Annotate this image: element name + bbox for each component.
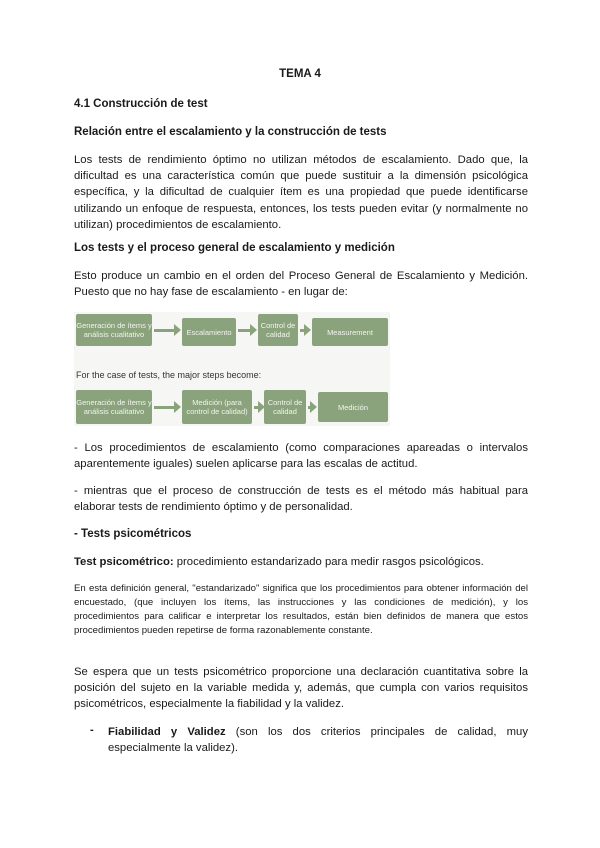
arrow-right-icon: [174, 324, 181, 336]
arrow-right-icon: [174, 401, 181, 413]
arrow-right-icon: [310, 401, 317, 413]
arrow-line: [154, 329, 176, 332]
process-diagram: [74, 312, 390, 426]
diagram-caption: For the case of tests, the major steps become:: [76, 370, 262, 380]
diagram-step-measurement: Medición: [318, 392, 388, 422]
heading-psychometric-tests: - Tests psicométricos: [74, 528, 192, 540]
section-heading: 4.1 Construcción de test: [74, 98, 208, 110]
paragraph-scaling-procedures: - Los procedimientos de escalamiento (como comparaciones apareadas o intervalos aparentemente iguales) suelen aplicarse para las escalas de actitud.: [74, 442, 528, 471]
diagram-step-item-generation: Generación de ítems y análisis cualitativo: [76, 314, 152, 346]
diagram-step-item-generation: Generación de ítems y análisis cualitativo: [76, 390, 152, 424]
diagram-step-quality-control: Control de calidad: [258, 314, 298, 346]
arrow-line: [154, 406, 176, 409]
definition-term: Test psicométrico:: [74, 556, 174, 568]
paragraph-process: Esto produce un cambio en el orden del Proceso General de Escalamiento y Medición. Puesto que no hay fase de escalamiento - en lugar de:: [74, 270, 528, 299]
bullet-item-reliability: [108, 724, 528, 756]
bullet-marker: -: [90, 724, 94, 736]
arrow-right-icon: [304, 324, 311, 336]
paragraph-intro: Los tests de rendimiento óptimo no utilizan métodos de escalamiento. Dado que, la dificultad es una característica común que puede sustituir a la dimensión psicológica específica, y la dificultad de cualquier ítem es una propiedad que puede identificarse utilizando un enfoque de respuesta, entonces, los tests pueden evitar (y normalmente no utilizan) procedimientos de escalamiento.: [74, 154, 528, 231]
diagram-step-measurement-quality: Medición (para control de calidad): [182, 390, 252, 424]
diagram-step-measurement: Measurement: [312, 318, 388, 346]
diagram-step-quality-control: Control de calidad: [264, 390, 306, 424]
arrow-right-icon: [250, 324, 257, 336]
diagram-step-scaling: Escalamiento: [182, 318, 236, 346]
bullet-text: (son los dos criterios principales de calidad, muy especialmente la validez).: [108, 726, 528, 755]
bullet-term: Fiabilidad y Validez: [108, 726, 226, 738]
heading-scaling-relation: Relación entre el escalamiento y la construcción de tests: [74, 126, 387, 138]
definition-text: procedimiento estandarizado para medir rasgos psicológicos.: [173, 556, 484, 568]
paragraph-definition: [74, 554, 528, 570]
paragraph-standardized: En esta definición general, "estandarizado" significa que los procedimientos para obtener información del encuestado, (que incluyen los ítems, las instrucciones y las condiciones de medición), y los procedimientos para calificar e interpretar los resultados, están bien definidos de manera que estos procedimientos pueden repetirse de forma razonablemente constante.: [74, 583, 528, 636]
page-title: TEMA 4: [279, 68, 321, 80]
paragraph-expectation: Se espera que un tests psicométrico proporcione una declaración cuantitativa sobre la posición del sujeto en la variable medida y, además, que cumpla con varios requisitos psicométricos, especialmente la fiabilidad y la validez.: [74, 666, 528, 711]
heading-general-process: Los tests y el proceso general de escalamiento y medición: [74, 242, 395, 254]
paragraph-test-construction: - mientras que el proceso de construcción de tests es el método más habitual para elaborar tests de rendimiento óptimo y de personalidad.: [74, 485, 528, 514]
